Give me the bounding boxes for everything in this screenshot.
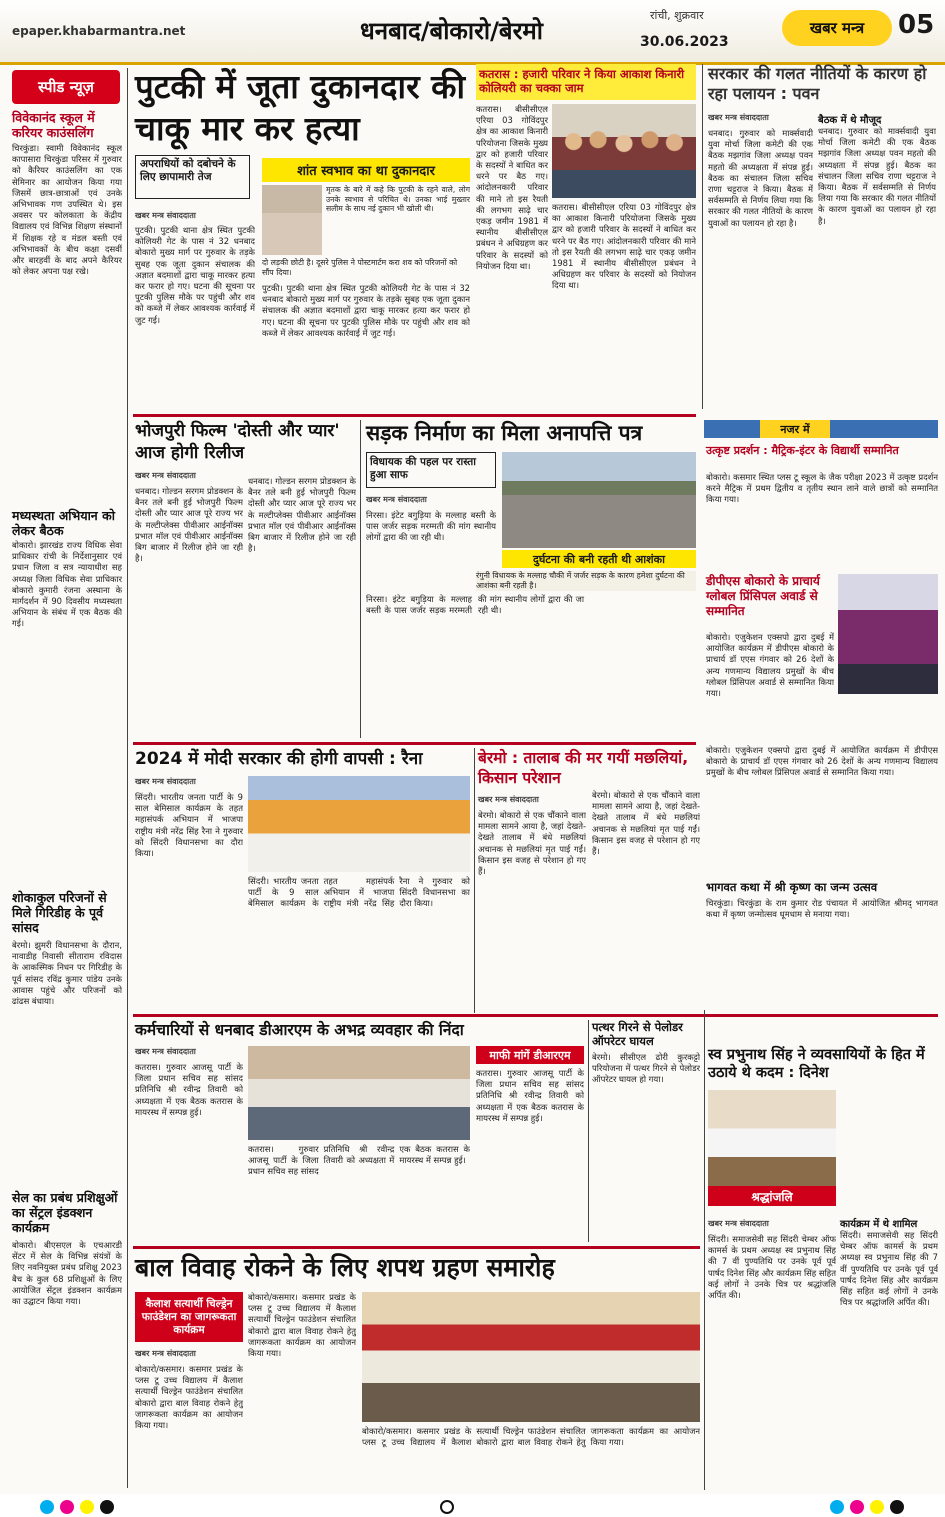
drm-body: कतरास। गुरुवार आजसू पार्टी के जिला प्रधान सचिव सह सांसद प्रतिनिधि श्री रवीन्द्र तिवारी को अध्यक्षता में एक बैठक कतरास के मायरस्थ में सम्पन्न हुई। (135, 1062, 243, 1117)
pawan-sub: बैठक में थे मौजूद (818, 115, 882, 126)
drm-meeting-photo (248, 1046, 470, 1140)
modi-headline: 2024 में मोदी सरकार की होगी वापसी : रैना (135, 749, 423, 769)
pawan-byline: खबर मन्त्र संवाददाता (708, 113, 769, 122)
lead-quote-banner: शांत स्वभाव का था दुकानदार (262, 158, 470, 182)
katras-body-continued: कतरास। बीसीसीएल एरिया 03 गोविंदपुर क्षेत्र का आकाश किनारी परियोजना जिसके मुख्य द्वार को हजारी परिवार के सदस्यों ने बाधित कर धरने पर बैठ गए। आंदोलनकारी परिवार की माने तो इस रैयती की लगभग साढ़े चार एकड़ जमीन 1981 में स्थानीय बीसीसीएल प्रबंधन ने अधिग्रहण कर परिवार के सदस्यों को नियोजन दिया था। (552, 202, 696, 291)
lead-portrait-photo (262, 185, 322, 255)
road-byline: खबर मन्त्र संवाददाता (366, 495, 427, 504)
speed-news-body-1: चिरकुंडा। स्वामी विवेकानंद स्कूल कापासारा चिरकुंडा परिसर में गुरुवार को कैरियर काउंसलिंग का एक सेमिनार का आयोजन किया गया जिसमें छात्र-छात्राओं एवं उनके अभिभावक गण उपस्थित थे। इस अवसर पर कोलकाता के केंद्रीय विद्यालय एवं विभिन्न शिक्षण संस्थानों में शिक्षक रहे व मंडल बस्ती एवं अभिभावकों के बीच कक्षा दसवीं और बारहवीं के बाद अपने कैरियर को लेकर अपना पक्ष रखे। (12, 143, 122, 277)
lead-photo-caption: दो लड़की छोटी है। दूसरे पुलिस ने पोस्टमार्टम करा शव को परिजनों को सौंप दिया। (262, 258, 458, 277)
magenta-dot (850, 1500, 864, 1514)
katras-headline: कतरास : हजारी परिवार ने किया आकाश किनारी कोलियरी का चक्का जाम (476, 64, 696, 100)
column-divider (702, 64, 703, 409)
section-rule (133, 414, 696, 417)
site-url[interactable]: epaper.khabarmantra.net (12, 24, 186, 38)
brand-text: खबर मन्त्र (809, 19, 865, 37)
nazar-body-2: बोकारो। एजुकेशन एक्सपो द्वारा दुबई में आयोजित कार्यक्रम में डीपीएस बोकारो के प्राचार्य डॉ एएस गंगवार को 26 देशों के अन्य गणमान्य विद्यालय प्रमुखों के बीच ग्लोबल प्रिंसिपल अवार्ड से सम्मानित किया गया। (706, 632, 834, 699)
pawan-headline: सरकार की गलत नीतियों के कारण हो रहा पलायन : पवन (708, 64, 927, 103)
speed-news-body-3: बेरमो। झुमरी विधानसभा के दौरान, नावाडीह निवासी सीताराम रविदास के आकस्मिक निधन पर गिरिडीह के पूर्व सांसद रविंद्र कुमार पांडेय उनके आवास पहुंचे और परिजनों को ढांढस बंधाया। (12, 940, 122, 1007)
pawan-body-continued: धनबाद। गुरुवार को मार्क्सवादी युवा मोर्चा जिला कमेटी की एक बैठक मझगांव जिला अध्यक्ष पवन महतो की अध्यक्षता में संपन्न हुई। बैठक का संचालन जिला सचिव राणा चट्टराज ने किया। बैठक में सर्वसम्मति से निर्णय लिया गया कि सरकार की गलत नीतियों के कारण युवाओं का पलायन हो रहा है। (818, 126, 936, 226)
child-marriage-body-bottom: बोकारो/कसमार। कसमार प्रखंड के प्लस टू उच्च विद्यालय में कैलाश सत्यार्थी चिल्ड्रेन फाउंडेशन संचालित बोकारो द्वारा बाल विवाह रोकने हेतु जागरूकता कार्यक्रम का आयोजन किया गया। (362, 1426, 700, 1448)
nazar-body-2-continued: बोकारो। एजुकेशन एक्सपो द्वारा दुबई में आयोजित कार्यक्रम में डीपीएस बोकारो के प्राचार्य डॉ एएस गंगवार को 26 देशों के अन्य गणमान्य विद्यालय प्रमुखों के बीच ग्लोबल प्रिंसिपल अवार्ड से सम्मानित किया गया। (706, 745, 938, 778)
tribute-banner: श्रद्धांजलि (708, 1186, 836, 1206)
section-rule (133, 1246, 700, 1249)
page-number: 05 (898, 10, 935, 40)
speed-news-title-3: शोकाकुल परिजनों से मिले गिरिडीह के पूर्व सांसद (12, 890, 107, 935)
pawan-body: धनबाद। गुरुवार को मार्क्सवादी युवा मोर्चा जिला कमेटी की एक बैठक मझगांव जिला अध्यक्ष पवन महतो की अध्यक्षता में संपन्न हुई। बैठक का संचालन जिला सचिव राणा चट्टराज ने किया। बैठक में सर्वसम्मति से निर्णय लिया गया कि सरकार की गलत नीतियों के कारण युवाओं का पलायन हो रहा है। (708, 128, 813, 228)
welfare-headline: स्व प्रभुनाथ सिंह ने व्यवसायियों के हित में उठाये थे कदम : दिनेश (708, 1047, 925, 1081)
lead-body-continued: पुटकी। पुटकी थाना क्षेत्र स्थित पुटकी कोलियरी गेट के पास नं 32 धनबाद बोकारो मुख्य मार्ग पर गुरुवार के तड़के सुबह एक जूता दुकान संचालक की अज्ञात बदमाशों द्वारा चाकू मारकर हत्या कर फरार हो गए। घटना की सूचना पर पुटकी पुलिस मौके पर पहुंची और शव को कब्जे में लेकर आवश्यक कार्रवाई में जुट गई। (262, 283, 470, 338)
city-day: रांची, शुक्रवार (650, 9, 704, 22)
edition-title: धनबाद/बोकारो/बेरमो (360, 17, 543, 45)
tribute-photo (708, 1090, 836, 1186)
bermo-body-continued: बेरमो। बोकारो से एक चौंकाने वाला मामला सामने आया है, जहां देखते-देखते तालाब में बंधे मछलियां अचानक से मछलियां मृत पाई गईं। किसान इस वजह से परेशान हो गए हैं। (592, 790, 700, 857)
speed-news-title-1: विवेकानंद स्कूल में करियर काउंसलिंग (12, 110, 95, 140)
column-divider (127, 68, 128, 1488)
modi-byline: खबर मन्त्र संवाददाता (135, 777, 196, 786)
lead-quote-text: मृतक के बारे में कहे कि पुटकी के रहने वाले, लोग उनके स्वभाव से परिचित थे। उनका भाई मुख्तार सलीम के साथ नई दुकान भी खोली थी। (326, 185, 470, 214)
register-mark (440, 1500, 454, 1514)
bermo-body: बेरमो। बोकारो से एक चौंकाने वाला मामला सामने आया है, जहां देखते-देखते तालाब में बंधे मछलियां अचानक से मछलियां मृत पाई गईं। किसान इस वजह से परेशान हो गए हैं। (478, 810, 586, 877)
speed-news-title-4: सेल का प्रबंध प्रशिक्षुओं का सेंट्रल इंडक्शन कार्यक्रम (12, 1190, 118, 1235)
drm-byline: खबर मन्त्र संवाददाता (135, 1047, 196, 1056)
nazar-body-1: बोकारो। कसमार स्थित प्लस टू स्कूल के जैक परीक्षा 2023 में उत्कृष्ट प्रदर्शन करने मैट्रिक में प्रथम द्वितीय व तृतीय स्थान लाने वाले छात्रों को सम्मानित किया गया। (706, 472, 938, 505)
lead-byline: खबर मन्त्र संवाददाता (135, 211, 196, 220)
child-marriage-body-continued: बोकारो/कसमार। कसमार प्रखंड के प्लस टू उच्च विद्यालय में कैलाश सत्यार्थी चिल्ड्रेन फाउंडेशन संचालित बोकारो द्वारा बाल विवाह रोकने हेतु जागरूकता कार्यक्रम का आयोजन किया गया। (248, 1292, 356, 1359)
bhojpuri-headline: भोजपुरी फिल्म 'दोस्ती और प्यार' आज होगी रिलीज (135, 421, 340, 463)
column-divider (474, 748, 475, 1013)
drm-sub-tag: माफी मांगें डीआरएम (476, 1046, 584, 1064)
road-body-continued: निरसा। इंटेट बगुड़िया के मल्लाह बस्ती के पास जर्जर सड़क मरम्मती की मांग स्थानीय लोगों द्वारा की जा रही थी। (366, 594, 584, 616)
modi-body: सिंदरी। भारतीय जनता पार्टी के 9 साल बेमिसाल कार्यक्रम के तहत महासंपर्क अभियान में भाजपा राष्ट्रीय मंत्री नरेंद्र सिंह रैना ने गुरुवार को सिंदरी विधानसभा का दौरा किया। (135, 792, 243, 859)
welfare-byline: खबर मन्त्र संवाददाता (708, 1219, 769, 1228)
lead-body: पुटकी। पुटकी थाना क्षेत्र स्थित पुटकी कोलियरी गेट के पास नं 32 धनबाद बोकारो मुख्य मार्ग पर गुरुवार के तड़के सुबह एक जूता दुकान संचालक की अज्ञात बदमाशों द्वारा चाकू मारकर हत्या कर फरार हो गए। घटना की सूचना पर पुटकी पुलिस मौके पर पहुंची और शव को कब्जे में लेकर आवश्यक कार्रवाई में जुट गई। (135, 225, 255, 325)
speed-news-body-4: बोकारो। बीएसएल के एचआरडी सेंटर में सेल के विभिन्न संयंत्रों के लिए नवनियुक्त प्रबंध प्रशिक्षु 2023 बैच के कुल 68 प्रशिक्षुओं के लिए आयोजित सेंट्रल इंडक्शन कार्यक्रम का उद्घाटन किया गया। (12, 1240, 122, 1307)
road-subhead: विधायक की पहल पर रास्ता हुआ साफ (366, 452, 496, 488)
drm-headline: कर्मचारियों से धनबाद डीआरएम के अभद्र व्यवहार की निंदा (135, 1021, 464, 1039)
nazar-title-3: भागवत कथा में श्री कृष्ण का जन्म उत्सव (706, 880, 878, 894)
bhojpuri-body-continued: धनबाद। गोल्डन सरगम प्रोडक्शन के बैनर तले बनी हुई भोजपुरी फिल्म दोस्ती और प्यार आज पूरे राज्य भर के मल्टीप्लेक्स पीवीआर आईनॉक्स प्रभात मॉल एवं पीवीआर आईनॉक्स बिग बाजार में रिलीज होने जा रही है। (248, 476, 356, 554)
column-divider (588, 1020, 589, 1242)
cyan-dot (40, 1500, 54, 1514)
child-marriage-byline: खबर मन्त्र संवाददाता (135, 1349, 196, 1358)
black-dot (890, 1500, 904, 1514)
pole-body: बेरमो। सीसीएल ढोरी कुरकट्टो परियोजना में पत्थर गिरने से पेलोडर ऑपरेटर घायल हो गया। (592, 1052, 700, 1085)
modi-event-photo (248, 776, 470, 872)
speed-news-title-2: मध्यस्थता अभियान को लेकर बैठक (12, 508, 115, 538)
section-rule (133, 742, 696, 745)
speed-news-label: स्पीड न्यूज़ (12, 70, 120, 104)
child-marriage-body: बोकारो/कसमार। कसमार प्रखंड के प्लस टू उच्च विद्यालय में कैलाश सत्यार्थी चिल्ड्रेन फाउंडेशन संचालित बोकारो द्वारा बाल विवाह रोकने हेतु जागरूकता कार्यक्रम का आयोजन किया गया। (135, 1364, 243, 1431)
road-photo (502, 452, 696, 548)
katras-body: कतरास। बीसीसीएल एरिया 03 गोविंदपुर क्षेत्र का आकाश किनारी परियोजना जिसके मुख्य द्वार को हजारी परिवार के सदस्यों ने बाधित कर धरने पर बैठ गए। आंदोलनकारी परिवार की माने तो इस रैयती की लगभग साढ़े चार एकड़ जमीन 1981 में स्थानीय बीसीसीएल प्रबंधन ने अधिग्रहण कर परिवार के सदस्यों को नियोजन दिया था। (476, 104, 548, 271)
lead-subhead: अपराधियों को दबोचने के लिए छापामारी तेज (135, 155, 250, 199)
road-banner: दुर्घटना की बनी रहती थी आशंका (502, 550, 696, 568)
cyan-dot (830, 1500, 844, 1514)
drm-body-continued: कतरास। गुरुवार आजसू पार्टी के जिला प्रधान सचिव सह सांसद प्रतिनिधि श्री रवीन्द्र तिवारी को अध्यक्षता में एक बैठक कतरास के मायरस्थ में सम्पन्न हुई। (248, 1144, 470, 1177)
pledge-ceremony-photo (362, 1292, 700, 1422)
print-registration-strip (0, 1494, 945, 1517)
modi-body-continued: सिंदरी। भारतीय जनता पार्टी के 9 साल बेमिसाल कार्यक्रम के तहत महासंपर्क अभियान में भाजपा राष्ट्रीय मंत्री नरेंद्र सिंह रैना ने गुरुवार को सिंदरी विधानसभा का दौरा किया। (248, 876, 470, 909)
column-divider (704, 1010, 705, 1490)
speed-news-body-2: बोकारो। झारखंड राज्य विधिक सेवा प्राधिकार रांची के निर्देशानुसार एवं प्रधान जिला व सत्र न्यायाधीश सह अध्यक्ष जिला विधिक सेवा प्राधिकार बोकारो कुमारी रंजना अस्थाना के मार्गदर्शन में 90 दिवसीय मध्यस्थता अभियान के संबंध में एक बैठक की गई। (12, 540, 122, 629)
yellow-dot (870, 1500, 884, 1514)
bhojpuri-byline: खबर मन्त्र संवाददाता (135, 471, 196, 480)
welfare-sub: कार्यक्रम में थे शामिल (840, 1219, 918, 1230)
section-rule (133, 1014, 938, 1017)
road-body: निरसा। इंटेट बगुड़िया के मल्लाह बस्ती के पास जर्जर सड़क मरम्मती की मांग स्थानीय लोगों द्वारा की जा रही थी। (366, 510, 496, 543)
road-headline: सड़क निर्माण का मिला अनापत्ति पत्र (366, 421, 643, 445)
katras-protest-photo (552, 104, 696, 198)
nazar-label: नजर में (760, 420, 830, 438)
bhojpuri-body: धनबाद। गोल्डन सरगम प्रोडक्शन के बैनर तले बनी हुई भोजपुरी फिल्म दोस्ती और प्यार आज पूरे राज्य भर के मल्टीप्लेक्स पीवीआर आईनॉक्स प्रभात मॉल एवं पीवीआर आईनॉक्स बिग बाजार में रिलीज होने जा रही है। (135, 486, 243, 564)
road-photo-caption: रंगुनी विधायक के मल्लाह चौकी में जर्जर सड़क के कारण हमेशा दुर्घटना की आशंका बनी रहती है। (476, 571, 696, 591)
issue-date: 30.06.2023 (640, 34, 729, 50)
brand-logo (782, 10, 892, 46)
bermo-headline: बेरमो : तालाब की मर गयीं मछलियां, किसान परेशान (478, 749, 689, 787)
nazar-title-1: उत्कृष्ट प्रदर्शन : मैट्रिक-इंटर के विद्यार्थी सम्मानित (706, 444, 899, 457)
welfare-body: सिंदरी। समाजसेवी सह सिंदरी चेम्बर ऑफ कामर्स के प्रथम अध्यक्ष स्व प्रभुनाथ सिंह की 7 वीं पुण्यतिथि पर उनके पूर्व पूर्व पार्षद दिनेश सिंह और कार्यक्रम सिंह सहित कई लोगों ने उनके चित्र पर श्रद्धांजलि अर्पित की। (708, 1234, 836, 1301)
child-marriage-subhead: कैलाश सत्यार्थी चिल्ड्रेन फाउंडेशन का जागरूकता कार्यक्रम (135, 1292, 243, 1342)
nazar-body-3: चिरकुंडा। चिरकुंडा के राम कुमार रोड पंचायत में आयोजित श्रीमद् भागवत कथा में कृष्ण जन्मोत्सव धूमधाम से मनाया गया। (706, 898, 938, 920)
pole-headline: पत्थर गिरने से पेलोडर ऑपरेटर घायल (592, 1020, 683, 1048)
black-dot (100, 1500, 114, 1514)
magenta-dot (60, 1500, 74, 1514)
column-divider (360, 420, 361, 738)
drm-sidebar-body: कतरास। गुरुवार आजसू पार्टी के जिला प्रधान सचिव सह सांसद प्रतिनिधि श्री रवीन्द्र तिवारी को अध्यक्षता में एक बैठक कतरास के मायरस्थ में सम्पन्न हुई। (476, 1068, 584, 1123)
child-marriage-headline: बाल विवाह रोकने के लिए शपथ ग्रहण समारोह (135, 1253, 555, 1282)
lead-headline: पुटकी में जूता दुकानदार की चाकू मार कर हत्या (135, 67, 465, 148)
yellow-dot (80, 1500, 94, 1514)
nazar-title-2: डीपीएस बोकारो के प्राचार्य ग्लोबल प्रिंसिपल अवार्ड से सम्मानित (706, 574, 820, 618)
award-photo (838, 574, 938, 694)
bermo-byline: खबर मन्त्र संवाददाता (478, 795, 539, 804)
welfare-attendees: सिंदरी। समाजसेवी सह सिंदरी चेम्बर ऑफ कामर्स के प्रथम अध्यक्ष स्व प्रभुनाथ सिंह की 7 वीं पुण्यतिथि पर उनके पूर्व पूर्व पार्षद दिनेश सिंह और कार्यक्रम सिंह सहित कई लोगों ने उनके चित्र पर श्रद्धांजलि अर्पित की। (840, 1230, 938, 1308)
